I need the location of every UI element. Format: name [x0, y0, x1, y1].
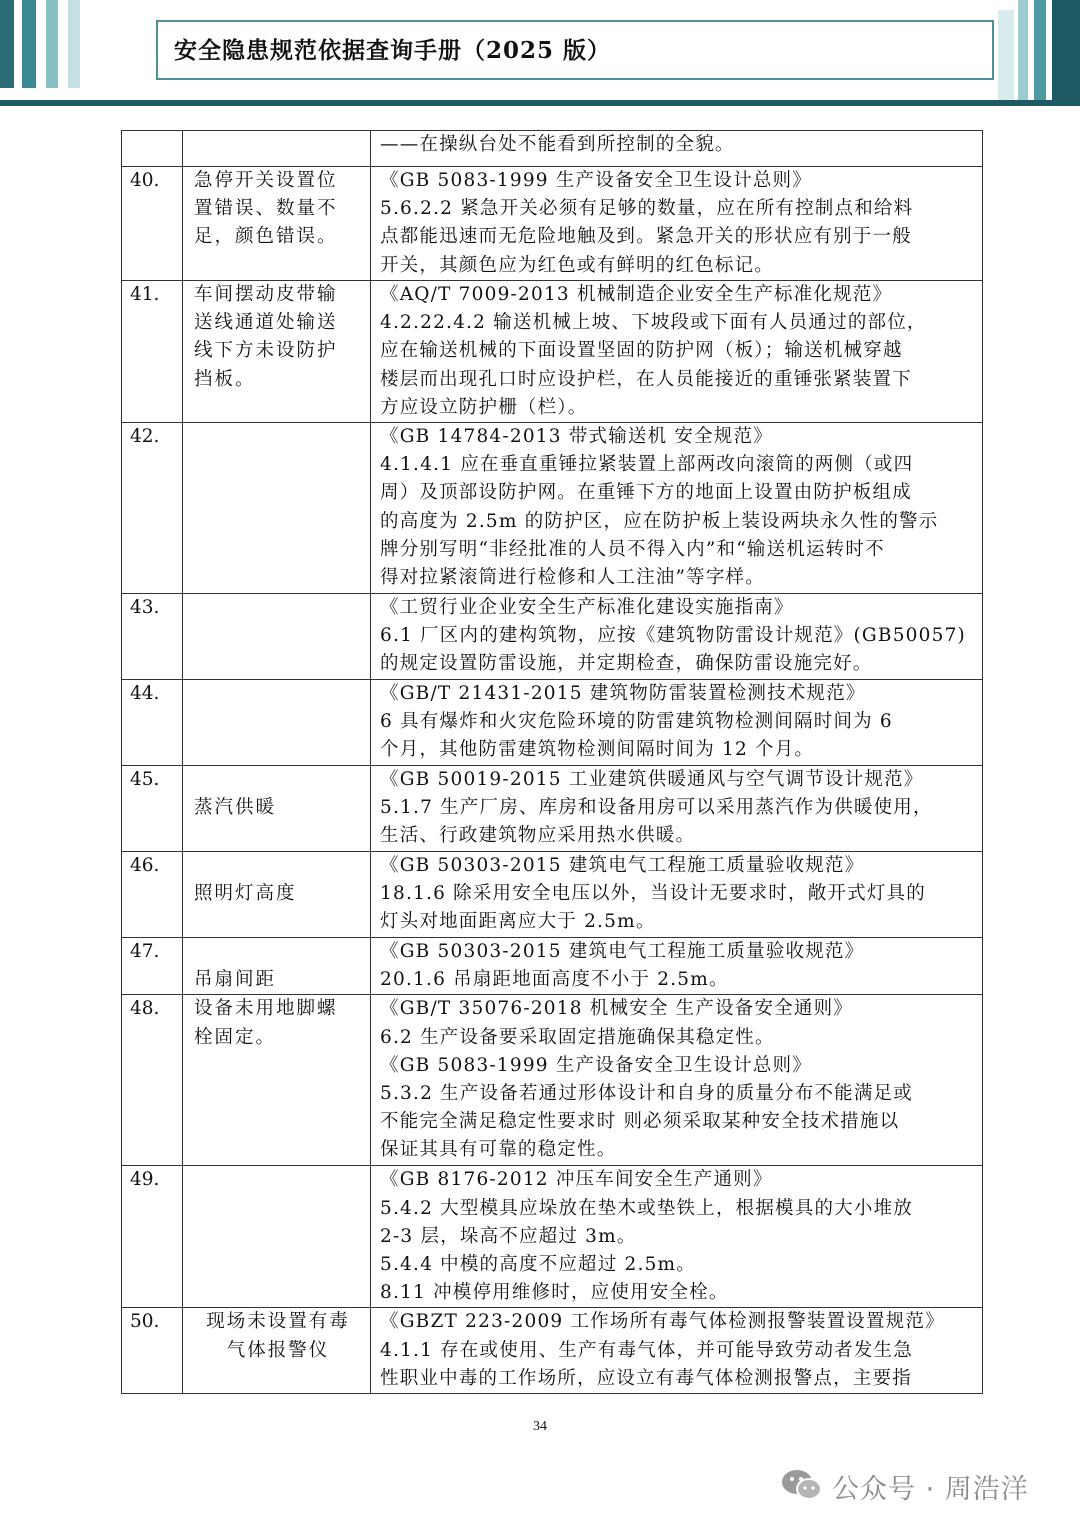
- hazard-item-cell: [183, 1166, 371, 1308]
- row-number-cell: [122, 680, 183, 766]
- watermark: [780, 1465, 1050, 1505]
- regulation-line: 5.4.2 大型模具应垛放在垫木或垫铁上，根据模具的大小堆放: [380, 1197, 913, 1219]
- hazard-item-cell: [183, 766, 371, 852]
- regulation-line: 的高度为 2.5m 的防护区，应在防护板上装设两块永久性的警示: [380, 510, 939, 532]
- hazard-item-line: 现场未设置有毒: [206, 1311, 350, 1333]
- header-stripe: [68, 0, 80, 88]
- document-title: 安全隐患规范依据查询手册（2025 版）: [174, 37, 612, 64]
- regulation-line: 18.1.6 除采用安全电压以外，当设计无要求时，敞开式灯具的: [380, 883, 926, 905]
- watermark-text: 公众号 · 周浩洋: [832, 1474, 1029, 1505]
- hazard-item-line: 照明灯高度: [194, 883, 297, 905]
- row-number-cell: [122, 423, 183, 594]
- regulation-line: 4.1.1 存在或使用、生产有毒气体，并可能导致劳动者发生急: [380, 1339, 913, 1361]
- regulation-line: 《GB 50303-2015 建筑电气工程施工质量验收规范》: [380, 855, 865, 877]
- table-row: [122, 852, 983, 938]
- regulation-reference-cell: [371, 423, 983, 594]
- regulation-line: 5.3.2 生产设备若通过形体设计和自身的质量分布不能满足或: [380, 1083, 913, 1105]
- regulation-line: 点都能迅速而无危险地触及到。紧急开关的形状应有别于一般: [380, 226, 912, 248]
- regulation-line: 《GB 50019-2015 工业建筑供暖通风与空气调节设计规范》: [380, 769, 924, 791]
- regulation-line: 6 具有爆炸和火灾危险环境的防雷建筑物检测间隔时间为 6: [380, 711, 893, 733]
- hazard-item-line: 车间摆动皮带输: [194, 284, 338, 305]
- hazard-item-cell: [183, 167, 371, 281]
- regulation-line: 8.11 冲模停用维修时，应使用安全栓。: [380, 1282, 729, 1304]
- regulation-line: 《GB 14784-2013 带式输送机 安全规范》: [380, 426, 773, 448]
- wechat-icon: [780, 1467, 824, 1503]
- regulation-line: 《GB 50303-2015 建筑电气工程施工质量验收规范》: [380, 941, 865, 963]
- header-rule: [0, 100, 1080, 106]
- hazard-item-cell: [183, 680, 371, 766]
- regulation-line: 个月，其他防雷建筑物检测间隔时间为 12 个月。: [380, 739, 815, 761]
- header-stripe: [998, 10, 1014, 100]
- regulation-line: 5.6.2.2 紧急开关必须有足够的数量，应在所有控制点和给料: [380, 198, 914, 220]
- row-number-cell: [122, 1166, 183, 1308]
- row-number: 40.: [130, 170, 160, 191]
- header-stripe: [22, 0, 36, 88]
- table-row: [122, 1166, 983, 1308]
- row-number-cell: [122, 852, 183, 938]
- row-number: 41.: [130, 284, 160, 305]
- hazard-item-cell: [183, 423, 371, 594]
- regulation-line: 生活、行政建筑物应采用热水供暖。: [380, 825, 696, 847]
- hazard-item-cell: [183, 995, 371, 1166]
- regulation-reference-cell: [371, 281, 983, 423]
- regulation-line: 《GBZT 223-2009 工作场所有毒气体检测报警装置设置规范》: [380, 1311, 945, 1333]
- hazard-item-line: [194, 938, 362, 966]
- row-number-cell: [122, 131, 183, 167]
- hazard-item-cell: [183, 281, 371, 423]
- hazard-item-line: 线下方未设防护: [194, 340, 338, 362]
- regulation-line: 《GB 5083-1999 生产设备安全卫生设计总则》: [380, 1054, 812, 1076]
- regulation-reference-cell: [371, 594, 983, 680]
- hazard-item-line: 急停开关设置位: [194, 170, 338, 191]
- hazard-item-line: 蒸汽供暖: [194, 797, 277, 819]
- regulation-reference-cell: [371, 1308, 983, 1394]
- regulation-line: 开关，其颜色应为红色或有鲜明的红色标记。: [380, 254, 775, 276]
- row-number: 44.: [130, 683, 160, 705]
- regulation-line: 方应设立防护栅（栏）。: [380, 396, 588, 418]
- hazard-item-line: [194, 766, 362, 794]
- hazard-item-cell: [183, 1308, 371, 1394]
- regulation-line: 性职业中毒的工作场所，应设立有毒气体检测报警点，主要指: [380, 1367, 912, 1389]
- table-row: [122, 680, 983, 766]
- regulation-reference-cell: [371, 1166, 983, 1308]
- regulation-line: 20.1.6 吊扇距地面高度不小于 2.5m。: [380, 969, 729, 991]
- regulation-line: 不能完全满足稳定性要求时 则必须采取某种安全技术措施以: [380, 1111, 900, 1133]
- regulation-line: 5.1.7 生产厂房、库房和设备用房可以采用蒸汽作为供暖使用，: [380, 797, 933, 819]
- table-row: [122, 1308, 983, 1394]
- header-stripe: [0, 0, 14, 88]
- table-row: [122, 995, 983, 1166]
- regulation-line: 《GB/T 35076-2018 机械安全 生产设备安全通则》: [380, 998, 853, 1020]
- regulation-line: 应在输送机械的下面设置坚固的防护网（板）；输送机械穿越: [380, 340, 903, 362]
- header-stripe: [1034, 0, 1046, 100]
- regulation-line: 4.1.4.1 应在垂直重锤拉紧装置上部两改向滚筒的两侧（或四: [380, 454, 914, 476]
- hazard-item-cell: [183, 594, 371, 680]
- hazard-item-line: 置错误、数量不: [194, 198, 338, 220]
- regulation-reference-cell: [371, 680, 983, 766]
- regulation-table: [121, 130, 983, 1394]
- table-row: [122, 167, 983, 281]
- regulation-line: 4.2.22.4.2 输送机械上坡、下坡段或下面有人员通过的部位，: [380, 312, 927, 334]
- regulation-reference-cell: [371, 938, 983, 995]
- regulation-reference-cell: [371, 167, 983, 281]
- row-number-cell: [122, 938, 183, 995]
- regulation-line: 《GB/T 21431-2015 建筑物防雷装置检测技术规范》: [380, 683, 866, 705]
- regulation-line: 《AQ/T 7009-2013 机械制造企业安全生产标准化规范》: [380, 284, 893, 305]
- row-number: 42.: [130, 426, 160, 448]
- row-number: 46.: [130, 855, 160, 877]
- regulation-line: 周）及顶部设防护网。在重锤下方的地面上设置由防护板组成: [380, 482, 912, 504]
- regulation-reference-cell: [371, 852, 983, 938]
- row-number-cell: [122, 281, 183, 423]
- row-number: 49.: [130, 1169, 160, 1191]
- regulation-line: 的规定设置防雷设施，并定期检查，确保防雷设施完好。: [380, 653, 873, 675]
- hazard-item-cell: [183, 131, 371, 167]
- regulation-line: 保证其具有可靠的稳定性。: [380, 1139, 617, 1161]
- row-number: 45.: [130, 769, 160, 791]
- regulation-reference-cell: [371, 131, 983, 167]
- hazard-item-line: 设备未用地脚螺: [194, 998, 338, 1020]
- row-number-cell: [122, 594, 183, 680]
- regulation-line: 得对拉紧滚筒进行检修和人工注油”等字样。: [380, 567, 765, 589]
- regulation-line: ——在操纵台处不能看到所控制的全貌。: [380, 134, 735, 155]
- table-row: [122, 938, 983, 995]
- regulation-reference-cell: [371, 995, 983, 1166]
- hazard-item-line: [194, 852, 362, 880]
- regulation-line: 5.4.4 中模的高度不应超过 2.5m。: [380, 1254, 696, 1276]
- regulation-line: 2-3 层，垛高不应超过 3m。: [380, 1225, 637, 1247]
- regulation-line: 6.1 厂区内的建构筑物，应按《建筑物防雷设计规范》(GB50057): [380, 625, 966, 647]
- regulation-line: 6.2 生产设备要采取固定措施确保其稳定性。: [380, 1026, 775, 1048]
- row-number: 47.: [130, 941, 160, 963]
- hazard-item-line: 气体报警仪: [226, 1339, 330, 1361]
- row-number: 50.: [130, 1311, 160, 1333]
- row-number: 48.: [130, 998, 160, 1020]
- header-stripe: [1052, 0, 1080, 100]
- row-number: 43.: [130, 597, 160, 619]
- row-number-cell: [122, 1308, 183, 1394]
- regulation-line: 牌分别写明“非经批准的人员不得入内”和“输送机运转时不: [380, 538, 885, 560]
- hazard-item-line: 吊扇间距: [194, 969, 277, 991]
- table-row: [122, 594, 983, 680]
- hazard-item-line: 挡板。: [194, 368, 256, 390]
- page-number: 34: [533, 1419, 547, 1434]
- hazard-item-line: 栓固定。: [194, 1026, 277, 1048]
- regulation-line: 《工贸行业企业安全生产标准化建设实施指南》: [380, 597, 794, 619]
- hazard-item-cell: [183, 938, 371, 995]
- hazard-item-line: 送线通道处输送: [194, 312, 338, 334]
- regulation-line: 灯头对地面距离应大于 2.5m。: [380, 911, 656, 933]
- header-box: [156, 20, 994, 80]
- row-number-cell: [122, 766, 183, 852]
- row-number-cell: [122, 167, 183, 281]
- hazard-item-line: 足，颜色错误。: [194, 226, 338, 248]
- header-stripe: [1018, 0, 1028, 100]
- table-row: [122, 281, 983, 423]
- header-stripe: [46, 0, 58, 88]
- regulation-reference-cell: [371, 766, 983, 852]
- table-row: [122, 423, 983, 594]
- table-row: [122, 131, 983, 167]
- regulation-line: 《GB 5083-1999 生产设备安全卫生设计总则》: [380, 170, 812, 191]
- row-number-cell: [122, 995, 183, 1166]
- regulation-line: 楼层而出现孔口时应设护栏，在人员能接近的重锤张紧装置下: [380, 368, 912, 390]
- hazard-item-cell: [183, 852, 371, 938]
- regulation-line: 《GB 8176-2012 冲压车间安全生产通则》: [380, 1169, 773, 1191]
- table-row: [122, 766, 983, 852]
